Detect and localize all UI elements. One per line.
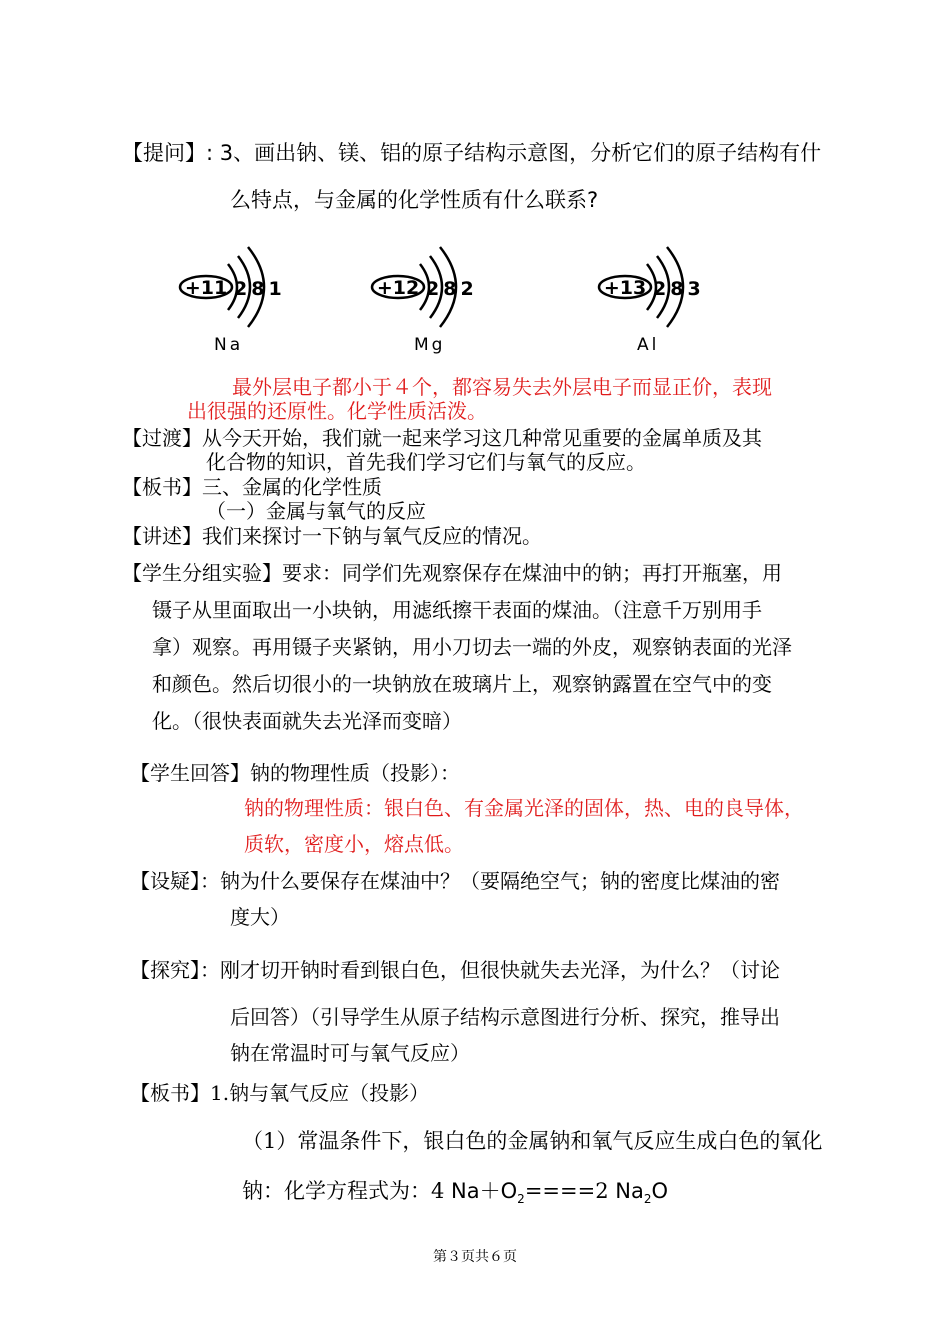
atom-diagram-mg <box>370 242 500 356</box>
atom-structure-al <box>597 242 727 355</box>
page-footer: 第３页共６页 <box>433 1249 517 1265</box>
physical-red-line-2: 质软，密度小，熔点低。 <box>244 832 464 856</box>
equation-coef: 4 <box>431 1179 445 1203</box>
answer-red-line-1: 最外层电子都小于４个，都容易失去外层电子而显正价，表现 <box>232 375 772 399</box>
transition-line-2: 化合物的知识，首先我们学习它们与氧气的反应。 <box>206 450 646 474</box>
student-answer-projection: （投影）： <box>370 761 460 785</box>
normal-temp-desc: 银白色的金属钠和氧气反应生成白色的氧化 <box>423 1129 823 1153</box>
transition-line-1: 【过渡】从今天开始，我们就一起来学习这几种常见重要的金属单质及其 <box>122 426 762 450</box>
student-answer-tag: 【学生回答】钠的物理性质 <box>130 761 370 785</box>
question-text: : 3、画出钠、镁、铝的原子结构示意图，分析它们的原子结构有什 <box>206 141 822 165</box>
doubt-line-2: 度大） <box>230 905 290 929</box>
equation-arrow: ====2 <box>524 1179 609 1203</box>
atom-structure-mg <box>370 242 500 355</box>
board2-tag: 【板书】1.钠与氧气反应 <box>130 1081 350 1105</box>
element-symbol: Mg <box>414 335 446 355</box>
shell-electrons: 281 <box>234 278 286 300</box>
question-line-2: 么特点，与金属的化学性质有什么联系? <box>230 188 599 212</box>
equation-product-o: O <box>651 1179 668 1203</box>
normal-temp-line-1 <box>242 1128 822 1154</box>
equation-sub-na2: 2 <box>643 1192 652 1207</box>
atom-diagram-al <box>597 242 727 356</box>
nucleus-label: +13 <box>603 277 647 299</box>
lecture-line: 【讲述】我们来探讨一下钠与氧气反应的情况。 <box>122 524 542 548</box>
experiment-line-1: 【学生分组实验】要求：同学们先观察保存在煤油中的钠；再打开瓶塞，用 <box>122 561 782 585</box>
normal-temp-line-2 <box>242 1178 668 1212</box>
experiment-line-3: 拿）观察。再用镊子夹紧钠，用小刀切去一端的外皮，观察钠表面的光泽 <box>152 635 792 659</box>
normal-temp-prefix: （1）常温条件下， <box>242 1129 424 1153</box>
atom-structure-na <box>178 242 308 355</box>
board2-projection: （投影） <box>349 1081 430 1105</box>
experiment-line-2: 镊子从里面取出一小块钠，用滤纸擦干表面的煤油。（注意千万别用手 <box>152 598 762 622</box>
explore-discuss: 后回答） <box>230 1005 310 1029</box>
nucleus-label: +11 <box>184 277 228 299</box>
answer-red-line-2: 出很强的还原性。化学性质活泼。 <box>187 399 487 423</box>
element-symbol: Al <box>637 335 660 355</box>
element-symbol: Na <box>214 335 244 355</box>
explore-line-3: 钠在常温时可与氧气反应） <box>230 1041 470 1065</box>
atom-diagram-na <box>178 242 308 356</box>
student-answer-line <box>130 760 460 786</box>
explore-line-1: 【探究】：刚才切开钠时看到银白色，但很快就失去光泽，为什么？（讨论 <box>130 958 780 982</box>
equation-label: 钠：化学方程式为： <box>242 1179 431 1203</box>
board1-line-1: 【板书】三、金属的化学性质 <box>122 475 382 499</box>
question-tag: 【提问】 <box>122 141 206 165</box>
shell-electrons: 282 <box>426 278 478 300</box>
board1-line-2: （一）金属与氧气的反应 <box>206 499 426 523</box>
board2-line <box>130 1080 429 1106</box>
equation-sub-o2: 2 <box>517 1192 525 1207</box>
explore-guide: （引导学生从原子结构示意图进行分析、探究，推导出 <box>310 1005 780 1029</box>
equation-reactants: Na＋O <box>444 1179 518 1203</box>
experiment-line-5: 化。（很快表面就失去光泽而变暗） <box>152 709 462 733</box>
physical-red-line-1: 钠的物理性质：银白色、有金属光泽的固体，热、电的良导体， <box>244 796 804 820</box>
nucleus-label: +12 <box>376 277 420 299</box>
shell-electrons: 283 <box>653 278 705 300</box>
question-line-1 <box>122 140 821 166</box>
doubt-line-1: 【设疑】：钠为什么要保存在煤油中？（要隔绝空气；钠的密度比煤油的密 <box>130 869 780 893</box>
equation-product-na: Na <box>608 1179 644 1203</box>
explore-line-2 <box>230 1004 780 1030</box>
experiment-line-4: 和颜色。然后切很小的一块钠放在玻璃片上，观察钠露置在空气中的变 <box>152 672 772 696</box>
